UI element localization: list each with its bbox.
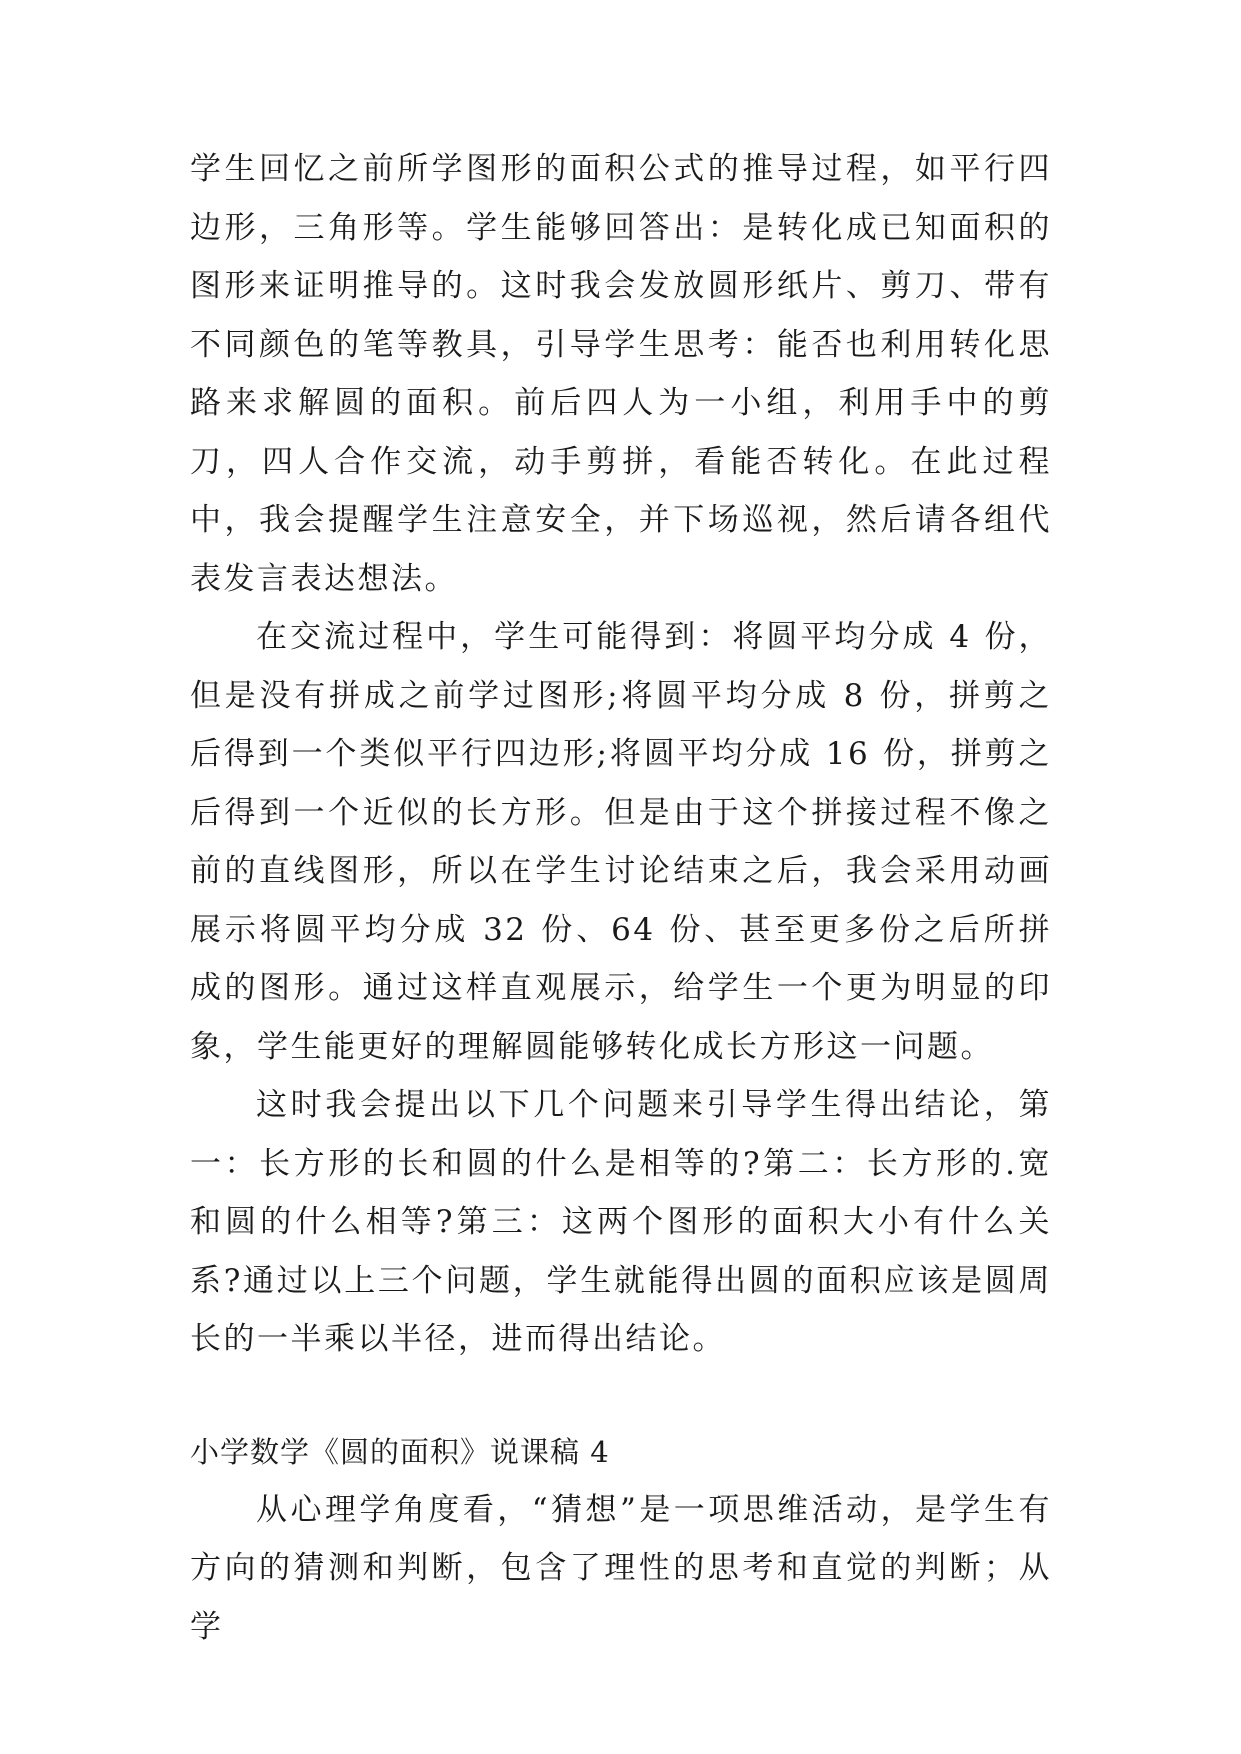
paragraph-1: 学生回忆之前所学图形的面积公式的推导过程，如平行四边形，三角形等。学生能够回答出：是转化成已知面积的图形来证明推导的。这时我会发放圆形纸片、剪刀、带有不同颜色的笔等教具，引导学生思考：能否也利用转化思路来求解圆的面积。前后四人为一小组，利用手中的剪刀，四人合作交流，动手剪拼，看能否转化。在此过程中，我会提醒学生注意安全，并下场巡视，然后请各组代表发言表达想法。 [190, 151, 1052, 597]
paragraph-2: 在交流过程中，学生可能得到：将圆平均分成 4 份，但是没有拼成之前学过图形;将圆平均分成 8 份，拼剪之后得到一个类似平行四边形;将圆平均分成 16 份，拼剪之后得到一个近似的长方形。但是由于这个拼接过程不像之前的直线图形，所以在学生讨论结束之后，我会采用动画展示将圆平均分成 32 份、64 份、甚至更多份之后所拼成的图形。通过这样直观展示，给学生一个更为明显的印象，学生能更好的理解圆能够转化成长方形这一问题。 [190, 619, 1052, 1065]
section-heading: 小学数学《圆的面积》说课稿 4 [190, 1434, 610, 1469]
document-page [190, 140, 1052, 1656]
paragraph-4: 从心理学角度看，“猜想”是一项思维活动，是学生有方向的猜测和判断，包含了理性的思考和直觉的判断；从学 [190, 1491, 1052, 1645]
paragraph-3: 这时我会提出以下几个问题来引导学生得出结论，第一：长方形的长和圆的什么是相等的?第二：长方形的.宽和圆的什么相等?第三：这两个图形的面积大小有什么关系?通过以上三个问题，学生就能得出圆的面积应该是圆周长的一半乘以半径，进而得出结论。 [190, 1087, 1052, 1357]
